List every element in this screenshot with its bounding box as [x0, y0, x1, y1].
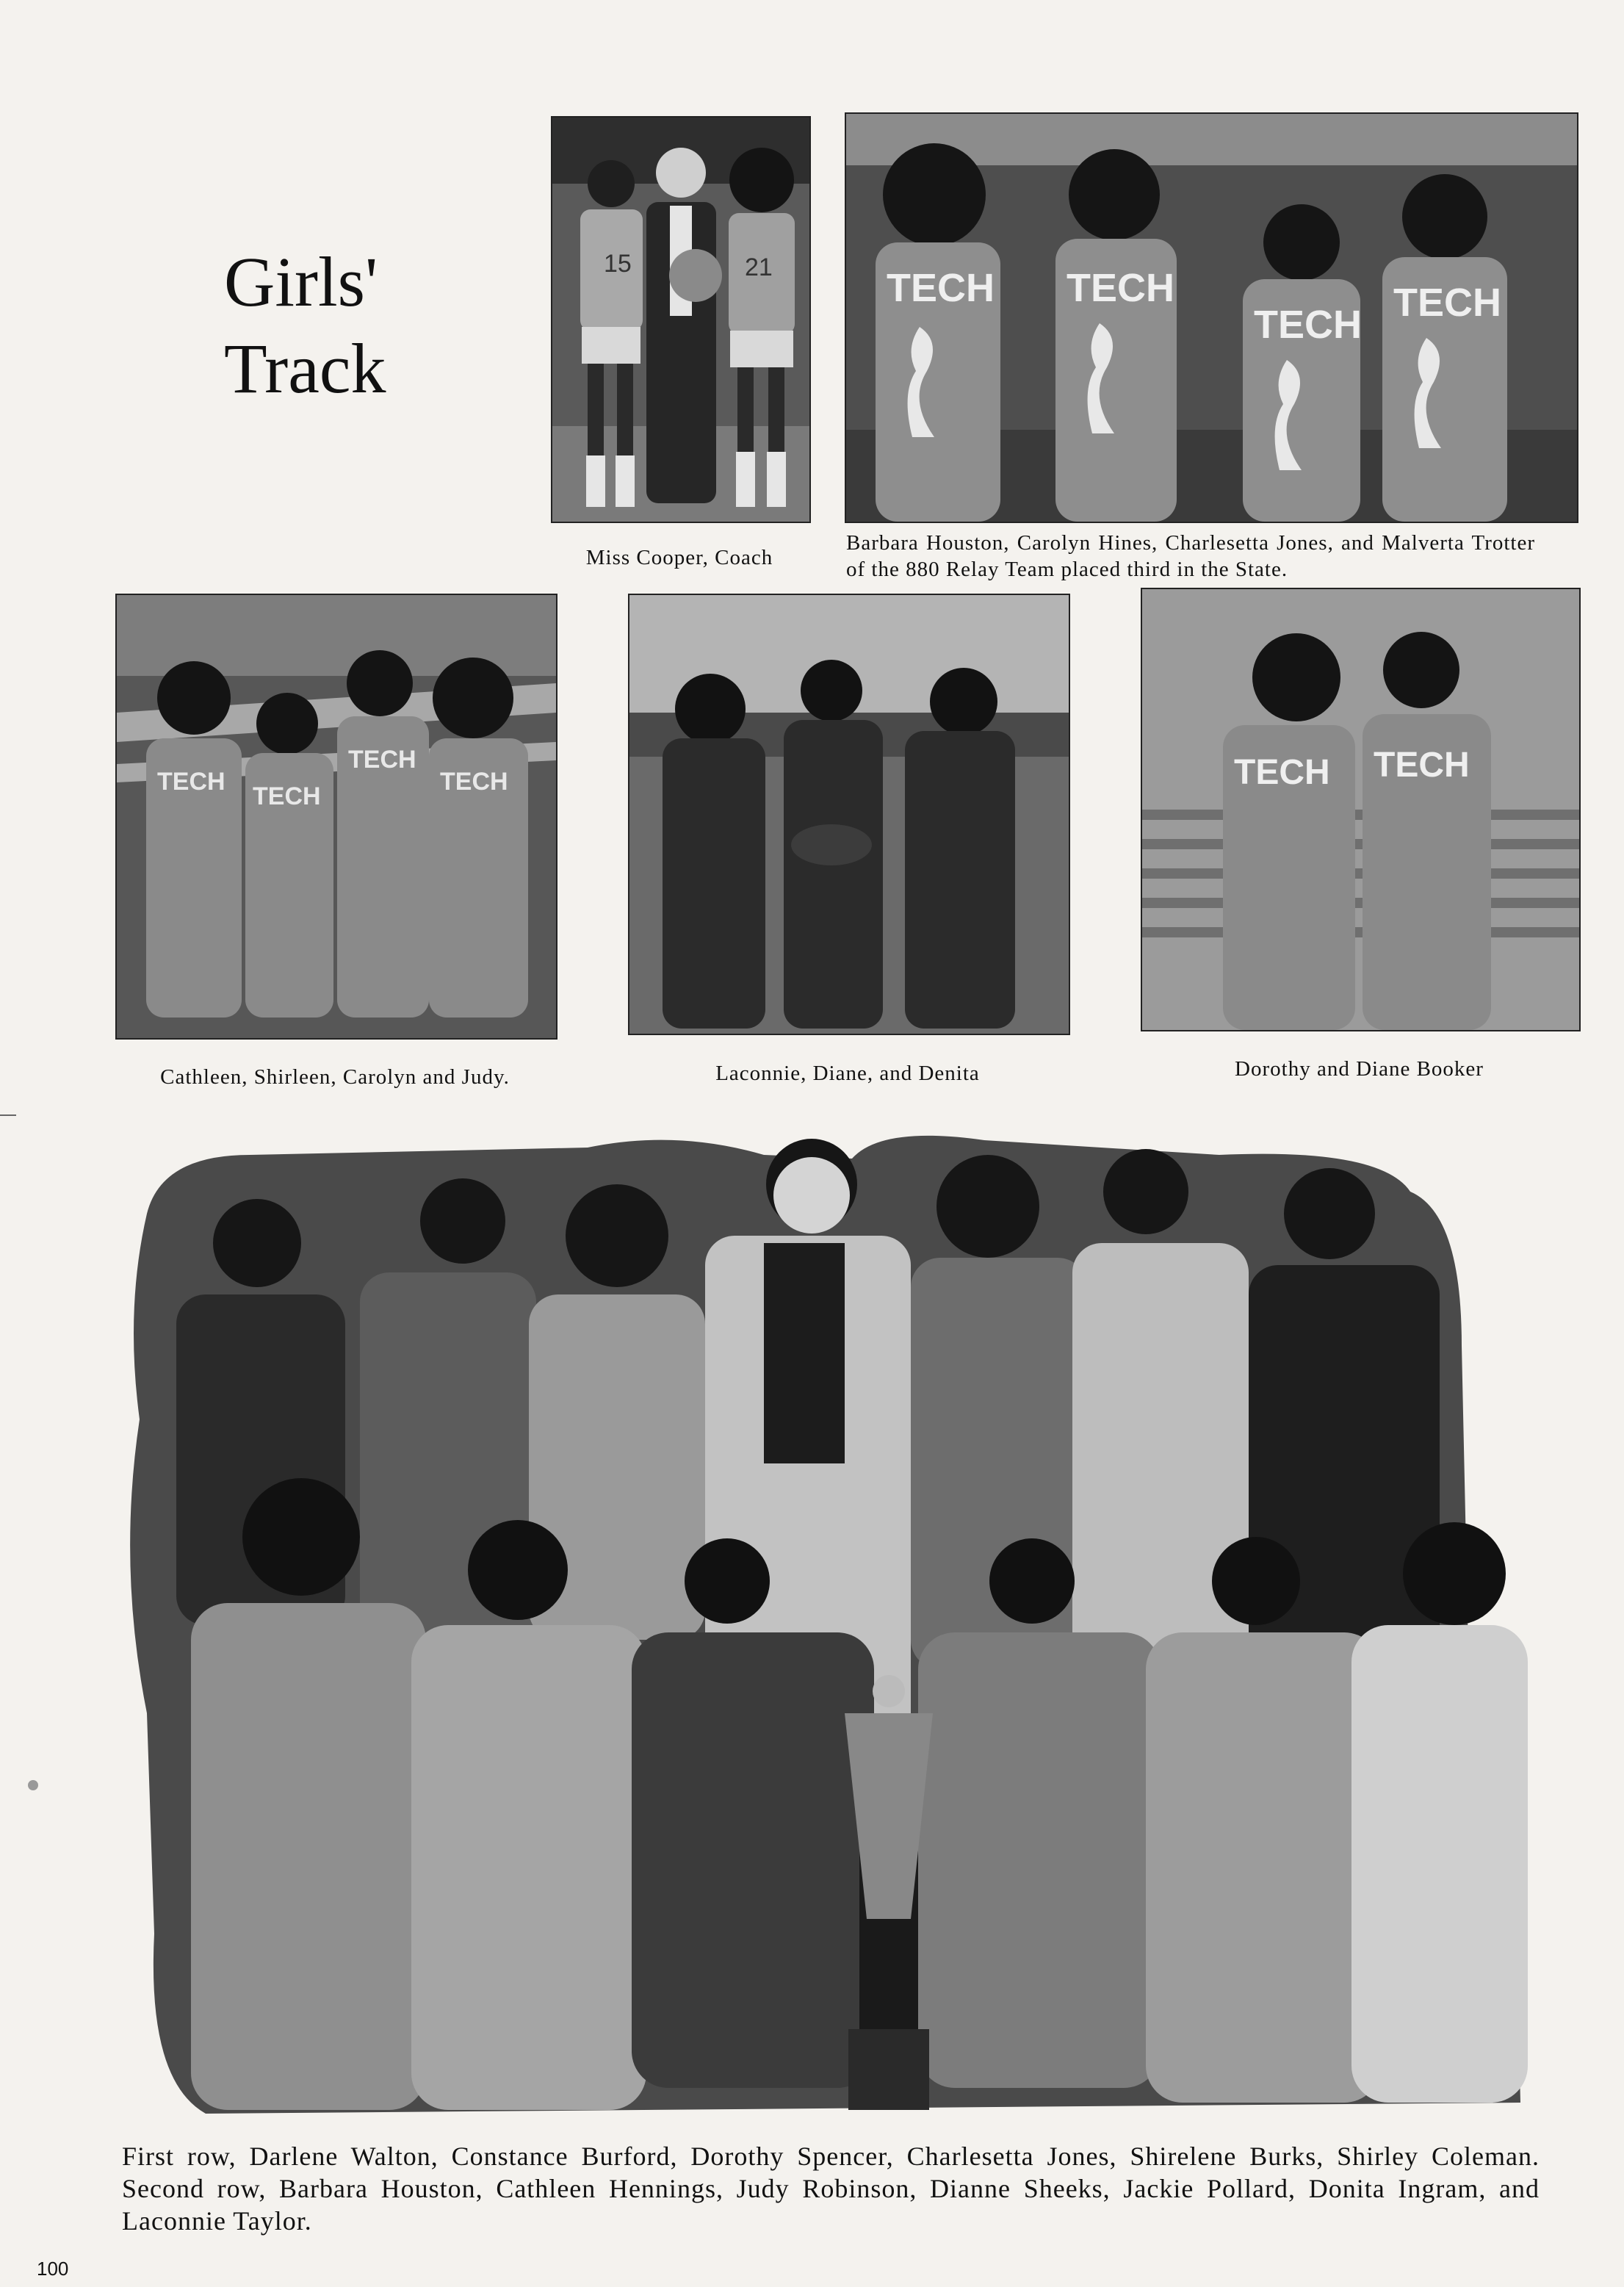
margin-mark [0, 1114, 16, 1116]
svg-text:TECH: TECH [157, 768, 225, 796]
page-title-line-1: Girls' [224, 242, 378, 321]
page-title-line-2: Track [224, 329, 386, 408]
svg-text:TECH: TECH [887, 266, 995, 310]
coach-photo [551, 116, 811, 523]
group-three-caption: Laconnie, Diane, and Denita [715, 1062, 980, 1085]
svg-text:TECH: TECH [1234, 753, 1330, 792]
svg-text:21: 21 [745, 253, 773, 281]
group-three-photo [628, 594, 1070, 1035]
group-four-caption: Cathleen, Shirleen, Carolyn and Judy. [160, 1065, 510, 1089]
relay-team-photo [845, 112, 1578, 523]
page-title [224, 239, 386, 412]
booker-photo [1141, 588, 1581, 1031]
team-photo [118, 1126, 1550, 2125]
svg-text:15: 15 [604, 250, 632, 278]
booker-caption: Dorothy and Diane Booker [1235, 1057, 1484, 1081]
coach-caption: Miss Cooper, Coach [585, 546, 773, 569]
svg-text:TECH: TECH [440, 768, 508, 796]
svg-text:TECH: TECH [1254, 303, 1362, 347]
group-four-photo [115, 594, 557, 1040]
relay-team-caption: Barbara Houston, Carolyn Hines, Charlesetta Jones, and Malverta Trotter of the 880 Relay Team placed third in the State. [846, 531, 1535, 581]
team-caption: First row, Darlene Walton, Constance Burford, Dorothy Spencer, Charlesetta Jones, Shirelene Burks, Shirley Coleman. Second row, Barbara Houston, Cathleen Hennings, Judy Robinson, Dianne Sheeks, Jackie Pollard, Donita Ingram, and Laconnie Taylor. [122, 2142, 1540, 2236]
svg-text:TECH: TECH [1067, 266, 1174, 310]
page-number: 100 [37, 2258, 69, 2280]
paper-speck [28, 1780, 38, 1790]
svg-text:TECH: TECH [1393, 281, 1501, 325]
svg-text:TECH: TECH [348, 746, 416, 774]
svg-text:TECH: TECH [253, 782, 321, 810]
svg-text:TECH: TECH [1374, 746, 1470, 785]
